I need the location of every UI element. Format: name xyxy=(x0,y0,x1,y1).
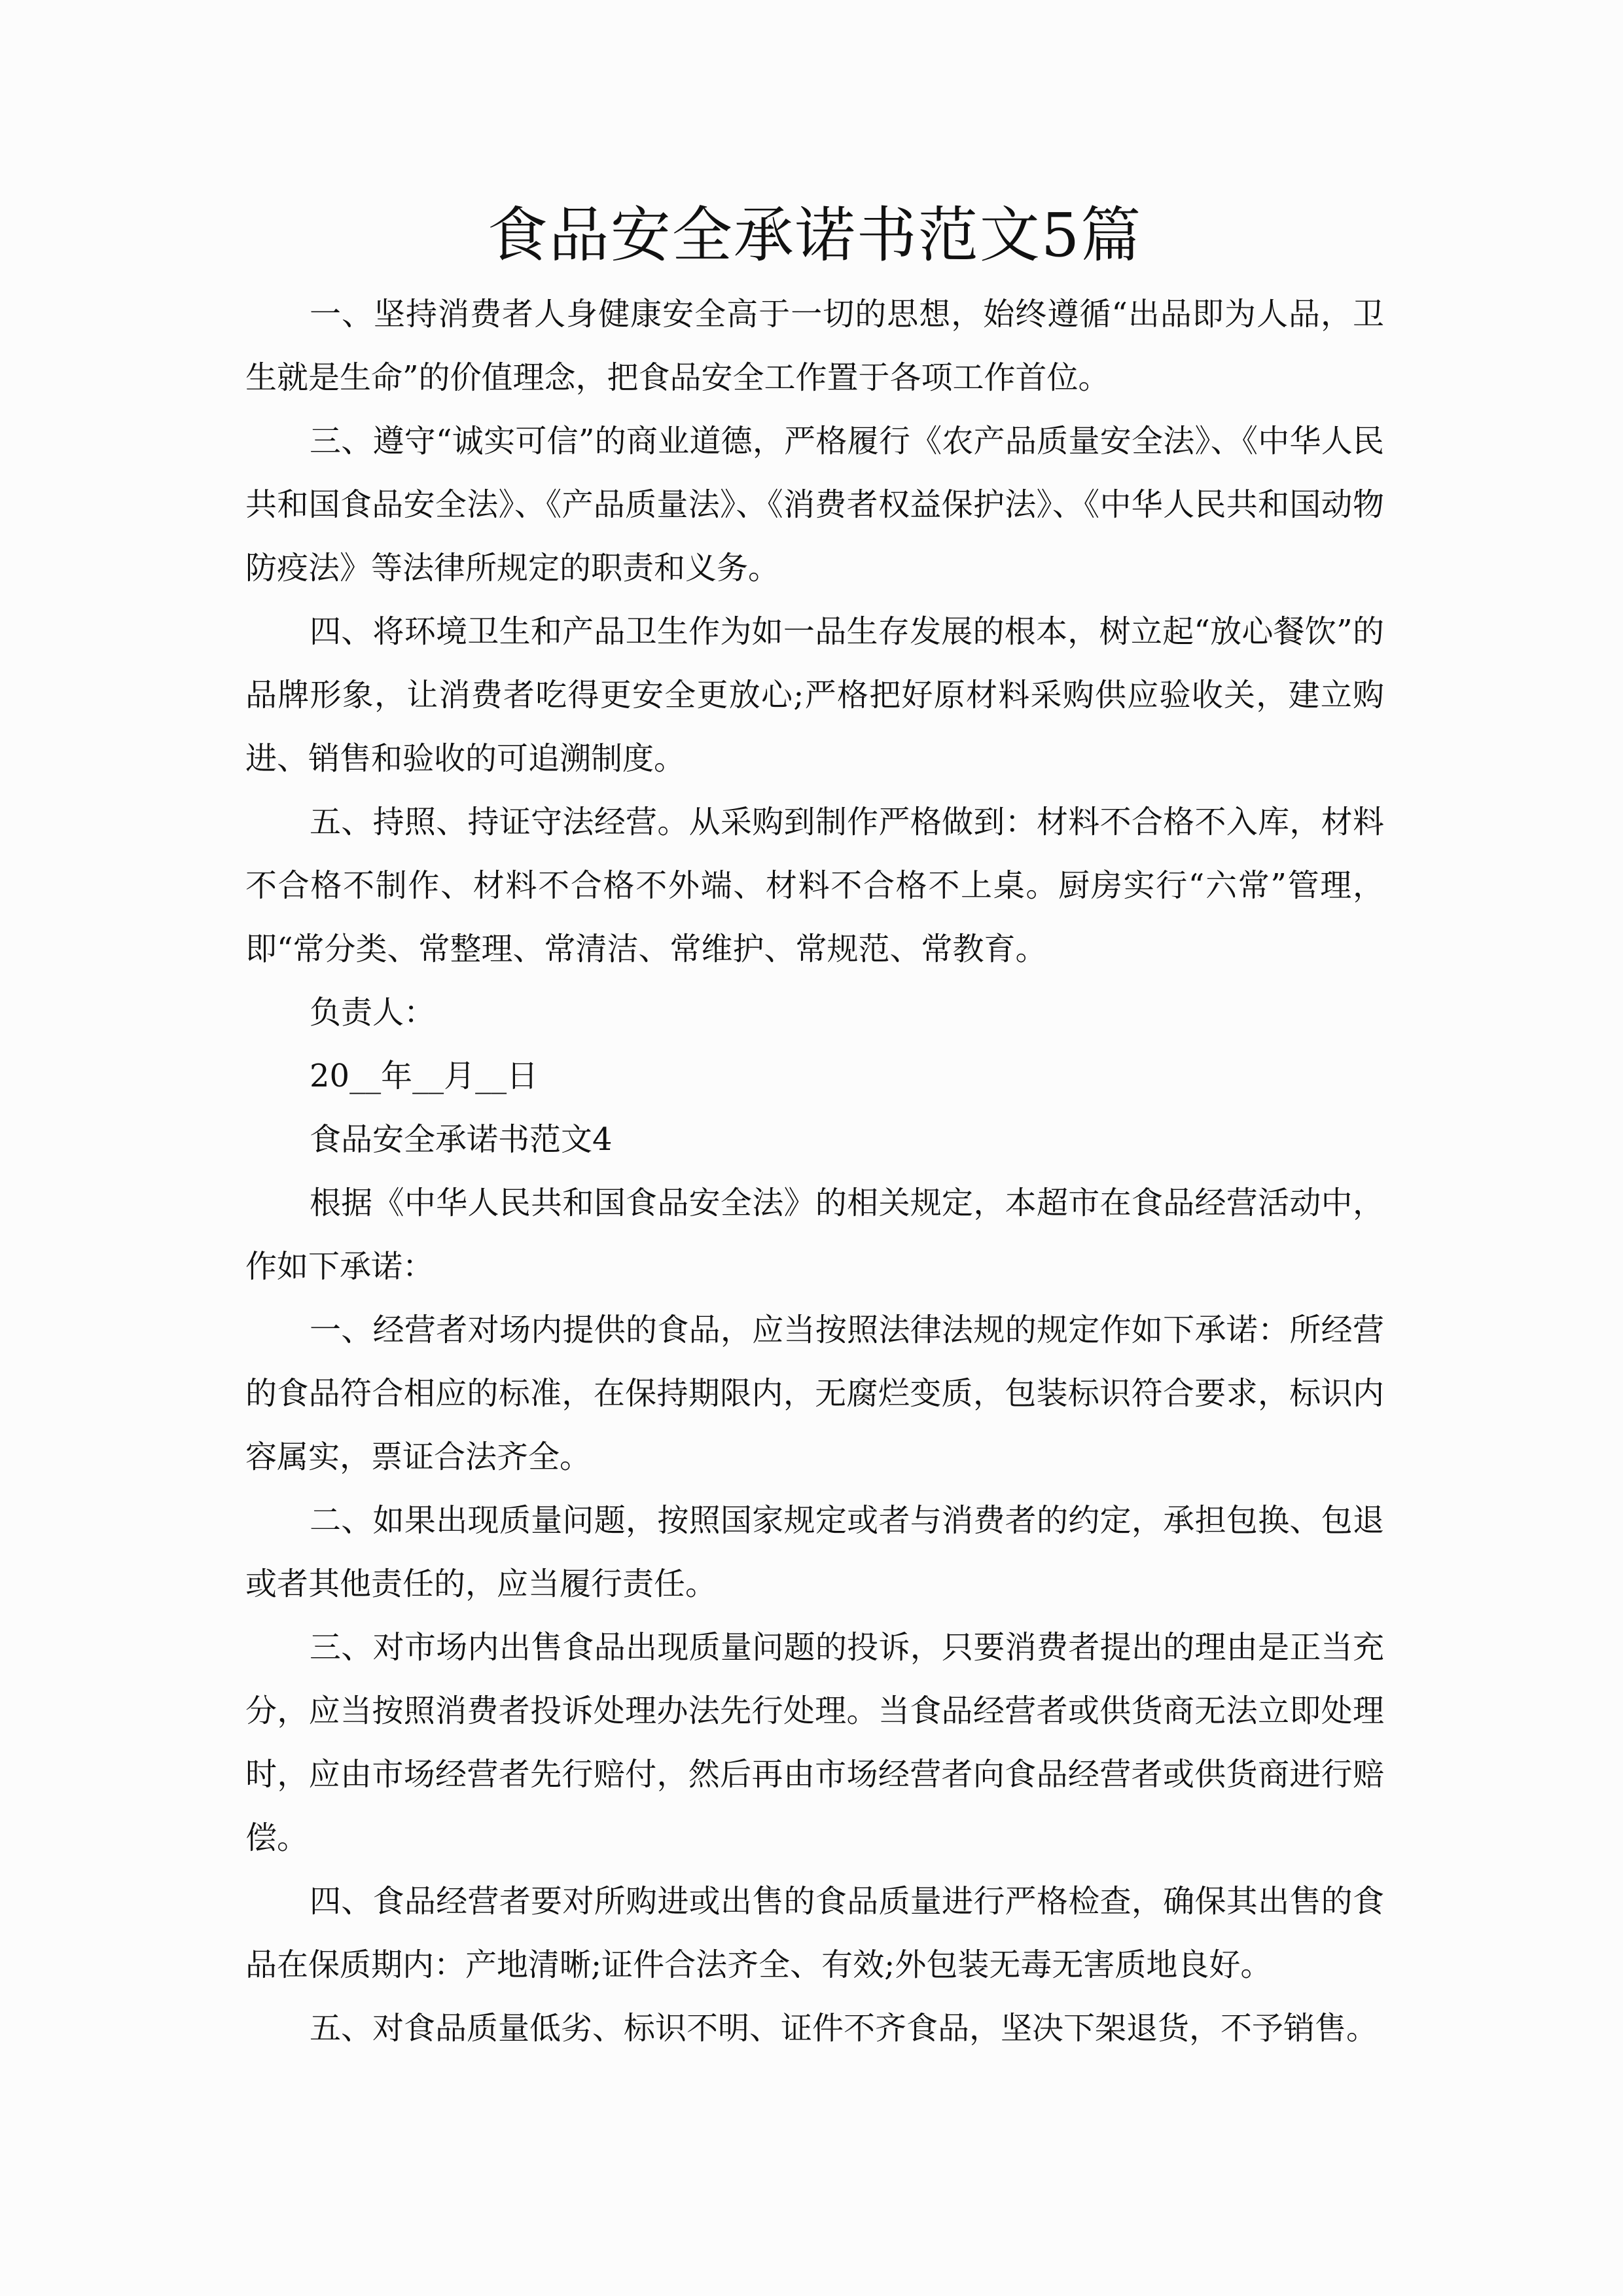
paragraph-commitment-3: 三、遵守“诚实可信”的商业道德，严格履行《农产品质量安全法》、《中华人民共和国食品安全法》、《产品质量法》、《消费者权益保护法》、《中华人民共和国动物防疫法》等法律所规定的职责和义务。 xyxy=(245,423,1384,586)
paragraph-sample4-item-3: 三、对市场内出售食品出现质量问题的投诉，只要消费者提出的理由是正当充分，应当按照消费者投诉处理办法先行处理。当食品经营者或供货商无法立即处理时，应由市场经营者先行赔付，然后再由市场经营者向食品经营者或供货商进行赔偿。 xyxy=(245,1629,1384,1856)
signature-label: 负责人： xyxy=(310,994,436,1031)
paragraph-sample4-item-1: 一、经营者对场内提供的食品，应当按照法律法规的规定作如下承诺：所经营的食品符合相应的标准，在保持期限内，无腐烂变质，包装标识符合要求，标识内容属实，票证合法齐全。 xyxy=(245,1312,1384,1475)
paragraph-sample4-item-5: 五、对食品质量低劣、标识不明、证件不齐食品，坚决下架退货，不予销售。 xyxy=(310,2010,1378,2047)
date-line: 20__年__月__日 xyxy=(310,1058,539,1094)
paragraph-sample4-item-4: 四、食品经营者要对所购进或出售的食品质量进行严格检查，确保其出售的食品在保质期内：产地清晰;证件合法齐全、有效;外包装无毒无害质地良好。 xyxy=(245,1883,1384,1983)
paragraph-commitment-1: 一、坚持消费者人身健康安全高于一切的思想，始终遵循“出品即为人品，卫生就是生命”的价值理念，把食品安全工作置于各项工作首位。 xyxy=(245,296,1384,396)
paragraph-commitment-4: 四、将环境卫生和产品卫生作为如一品生存发展的根本，树立起“放心餐饮”的品牌形象，让消费者吃得更安全更放心;严格把好原材料采购供应验收关，建立购进、销售和验收的可追溯制度。 xyxy=(245,613,1384,777)
paragraph-sample4-item-2: 二、如果出现质量问题，按照国家规定或者与消费者的约定，承担包换、包退或者其他责任的，应当履行责任。 xyxy=(245,1502,1384,1602)
paragraph-intro: 根据《中华人民共和国食品安全法》的相关规定，本超市在食品经营活动中，作如下承诺： xyxy=(245,1185,1384,1285)
section-heading-sample-4: 食品安全承诺书范文4 xyxy=(310,1121,613,1158)
document-page xyxy=(245,196,1384,2060)
document-title: 食品安全承诺书范文5篇 xyxy=(487,200,1143,270)
paragraph-commitment-5: 五、持照、持证守法经营。从采购到制作严格做到：材料不合格不入库，材料不合格不制作、材料不合格不外端、材料不合格不上桌。厨房实行“六常”管理，即“常分类、常整理、常清洁、常维护、常规范、常教育。 xyxy=(245,804,1384,967)
